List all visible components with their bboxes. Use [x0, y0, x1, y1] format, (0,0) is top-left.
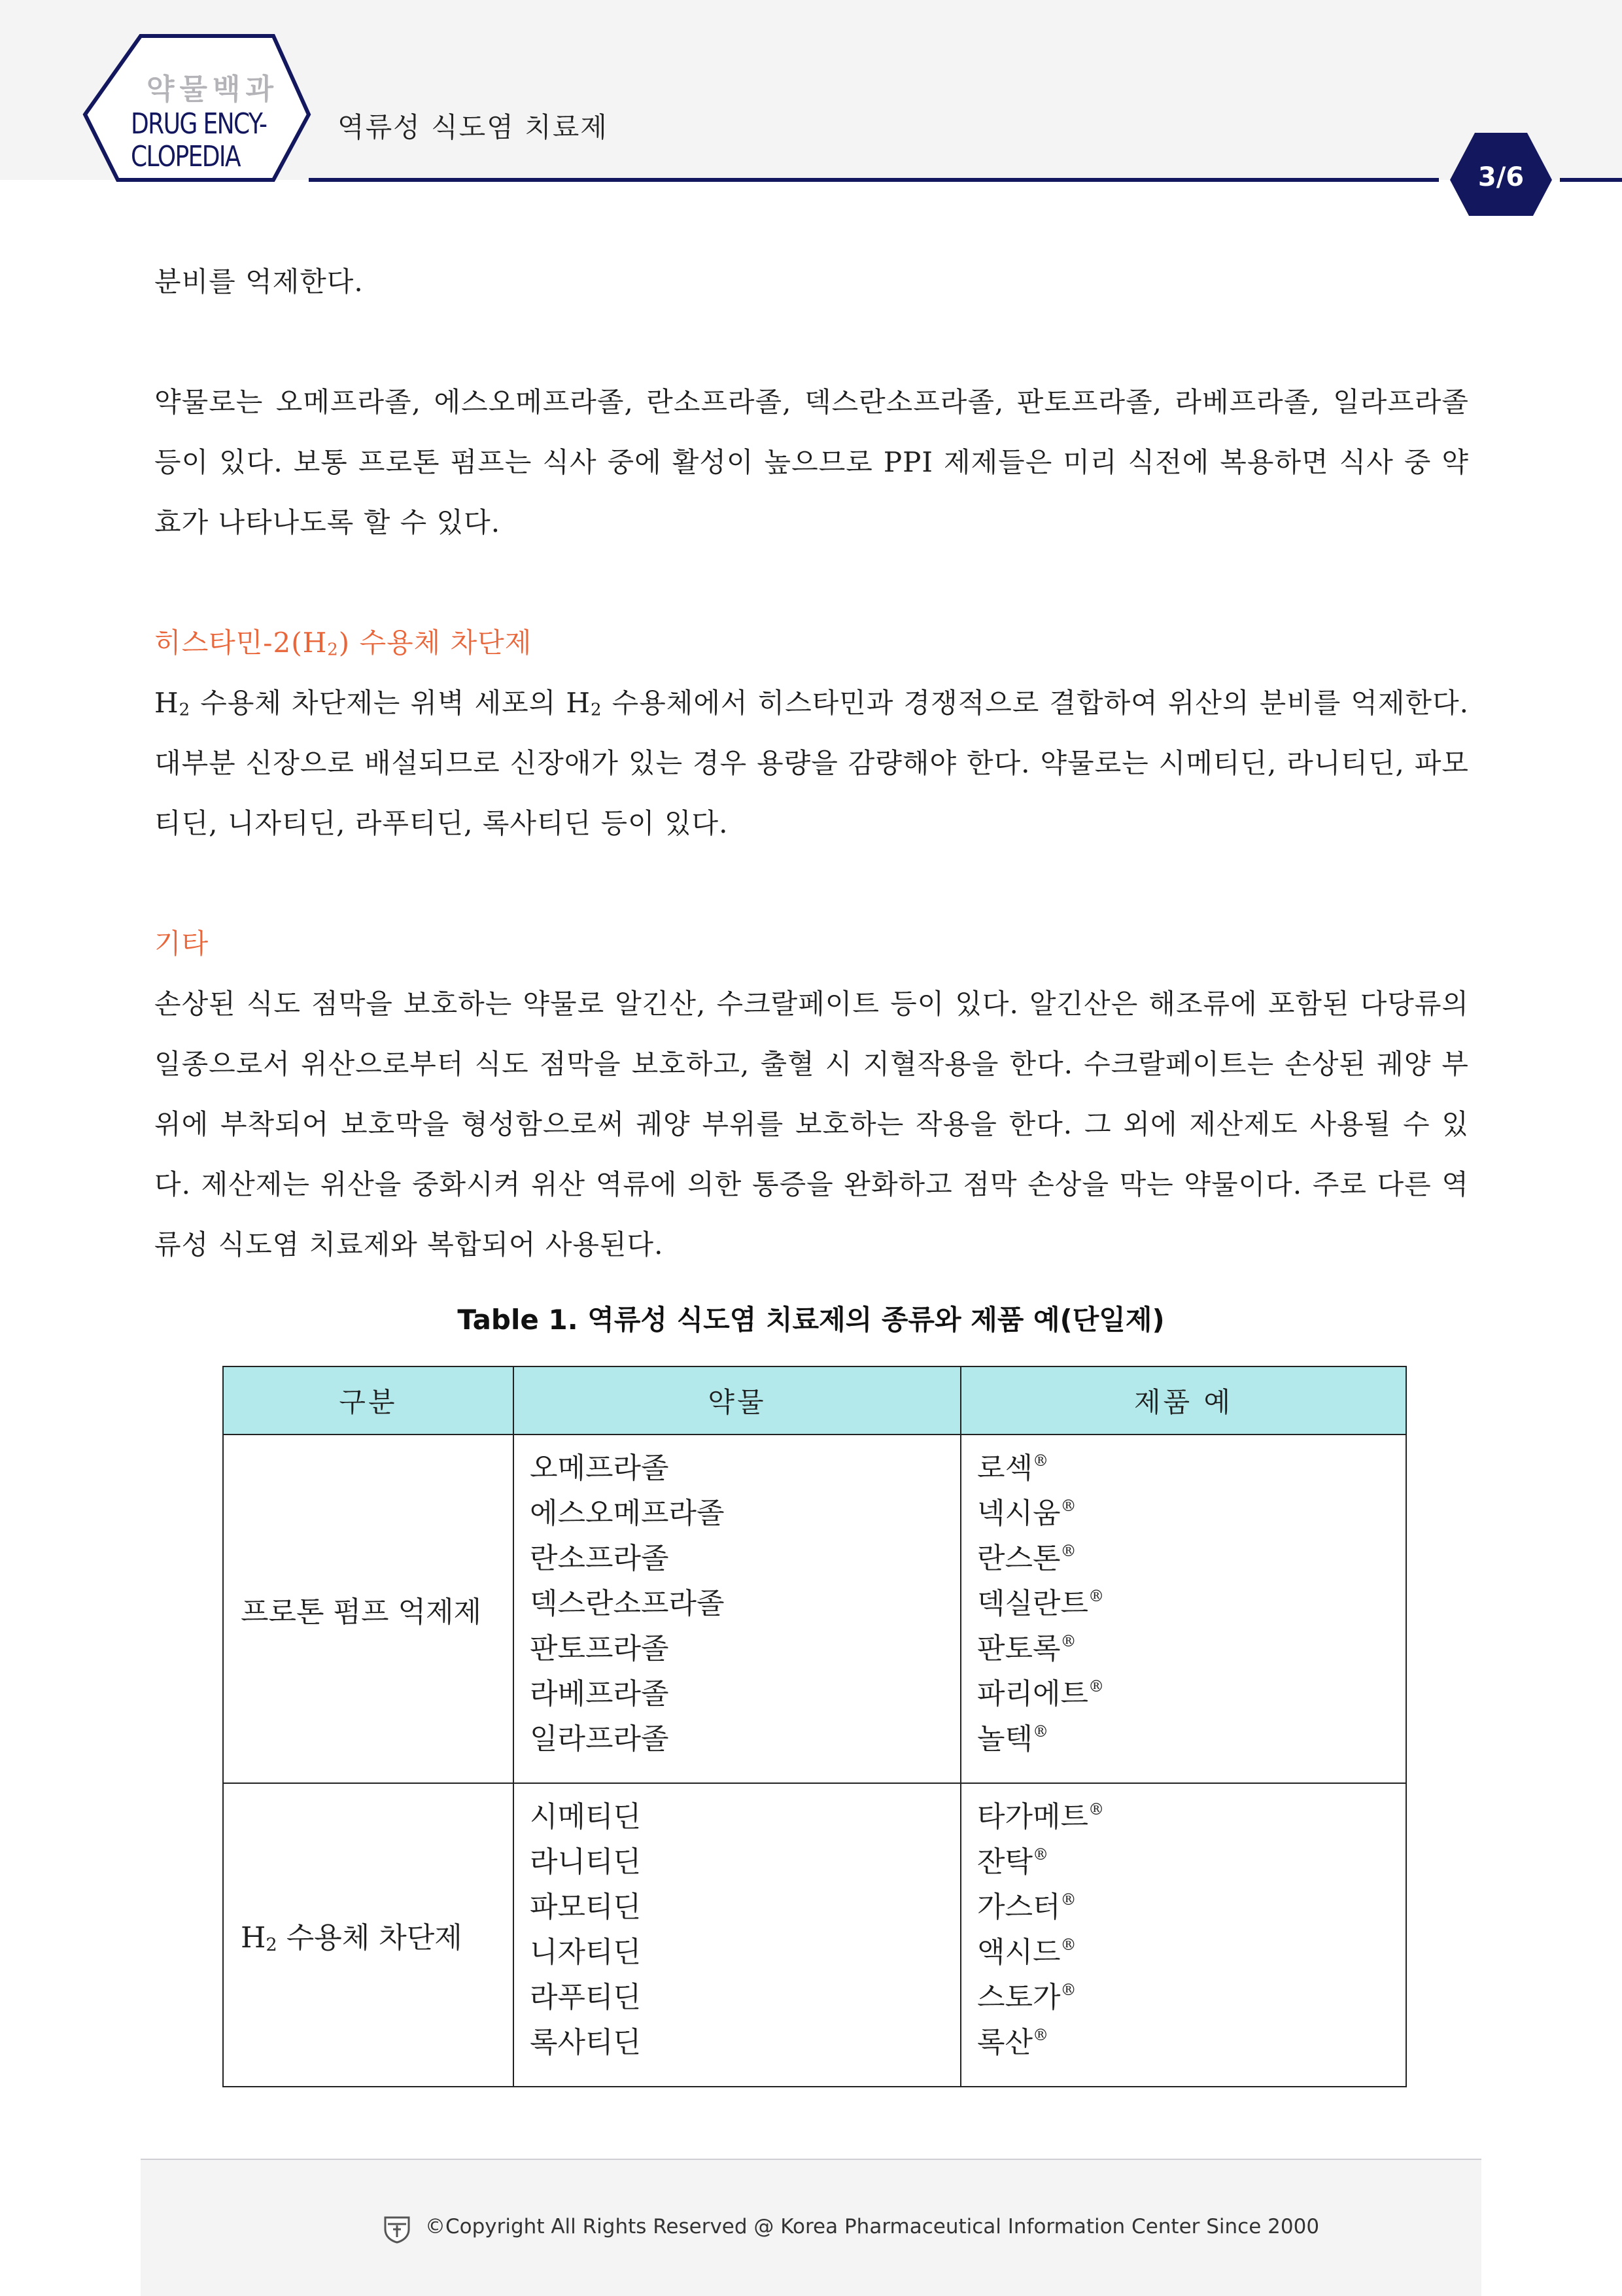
- drug-list-cell: [513, 1783, 961, 2087]
- product-name: 놀텍®: [977, 1722, 1049, 1756]
- drug-name: 시메티딘: [530, 1800, 642, 1834]
- table-header-cell: 제품 예: [961, 1366, 1406, 1435]
- product-name: 넥시움®: [977, 1496, 1077, 1530]
- category-cell: $H_2$ 수용체 차단제: [223, 1783, 513, 2087]
- main-content: [154, 252, 1469, 1275]
- drug-name: 니자티딘: [530, 1936, 642, 1969]
- drug-name: 파모티딘: [530, 1890, 642, 1924]
- product-list-cell: [961, 1783, 1406, 2087]
- drug-name: 일라프라졸: [530, 1722, 669, 1756]
- page-header: [0, 0, 1622, 180]
- section-heading-other: 기타: [154, 928, 209, 960]
- logo-korean: 약물백과: [146, 73, 279, 106]
- table-row: [223, 1435, 1406, 1783]
- product-name: 타가메트®: [977, 1800, 1105, 1834]
- product-name: 액시드®: [977, 1935, 1077, 1969]
- page-footer: [141, 2159, 1481, 2296]
- drug-name: 라푸티딘: [530, 1981, 642, 2014]
- drug-name: 오메프라졸: [530, 1452, 669, 1485]
- drug-table: [222, 1366, 1407, 2087]
- page-number: 3/6: [1477, 162, 1525, 192]
- product-name: 덱실란트®: [977, 1586, 1105, 1620]
- table-caption: Table 1. 역류성 식도염 치료제의 종류와 제품 예(단일제): [457, 1304, 1165, 1336]
- drug-name: 록사티딘: [530, 2026, 642, 2059]
- product-name: 스토가®: [977, 1980, 1077, 2014]
- product-name: 록산®: [977, 2025, 1049, 2059]
- product-name: 판토록®: [977, 1631, 1077, 1665]
- product-name: 로섹®: [977, 1451, 1049, 1485]
- table-header-row: [223, 1366, 1406, 1435]
- drug-name: 에스오메프라졸: [530, 1497, 725, 1530]
- drug-name: 란소프라졸: [530, 1542, 669, 1575]
- logo-english-line2: CLOPEDIA: [131, 140, 240, 173]
- product-name: 잔탁®: [977, 1845, 1049, 1879]
- document-title: 역류성 식도염 치료제: [337, 111, 608, 143]
- paragraph: 약물로는 오메프라졸, 에스오메프라졸, 란소프라졸, 덱스란소프라졸, 판토프라졸, 라베프라졸, 일라프라졸 등이 있다. 보통 프로톤 펌프는 식사 중에 활성이 높으므로 PPI 제제들은 미리 식전에 복용하면 식사 중 약효가 나타나도록 할 수 있다.: [154, 386, 1469, 538]
- category-cell: 프로톤 펌프 억제제: [223, 1435, 513, 1783]
- product-list-cell: [961, 1435, 1406, 1783]
- paragraph: 분비를 억제한다.: [154, 266, 364, 298]
- drug-list-cell: [513, 1435, 961, 1783]
- drug-name: 판토프라졸: [530, 1632, 669, 1665]
- paragraph: $H_2$ 수용체 차단제는 위벽 세포의 $H_2$ 수용체에서 히스타민과 경쟁적으로 결합하여 위산의 분비를 억제한다. 대부분 신장으로 배설되므로 신장애가 있는 경우 용량을 감량해야 한다. 약물로는 시메티딘, 라니티딘, 파모티딘, 니자티딘, 라푸티딘, 록사티딘 등이 있다.: [154, 687, 1469, 839]
- product-name: 란스톤®: [977, 1541, 1077, 1575]
- drug-name: 덱스란소프라졸: [530, 1587, 725, 1620]
- table-row: [223, 1783, 1406, 2087]
- logo-english-line1: DRUG ENCY-: [131, 107, 267, 141]
- paragraph: 손상된 식도 점막을 보호하는 약물로 알긴산, 수크랄페이트 등이 있다. 알긴산은 해조류에 포함된 다당류의 일종으로서 위산으로부터 식도 점막을 보호하고, 출혈 시 지혈작용을 한다. 수크랄페이트는 손상된 궤양 부위에 부착되어 보호막을 형성함으로써 궤양 부위를 보호하는 작용을 한다. 그 외에 제산제도 사용될 수 있다. 제산제는 위산을 중화시켜 위산 역류에 의한 통증을 완화하고 점막 손상을 막는 약물이다. 주로 다른 역류성 식도염 치료제와 복합되어 사용된다.: [154, 988, 1469, 1261]
- product-name: 가스터®: [977, 1890, 1077, 1924]
- section-heading-h2-blocker: 히스타민$-2(H_2)$ 수용체 차단제: [154, 627, 532, 660]
- drug-name: 라베프라졸: [530, 1677, 669, 1711]
- product-name: 파리에트®: [977, 1677, 1105, 1711]
- table-header-cell: 약물: [513, 1366, 961, 1435]
- table-header-cell: 구분: [223, 1366, 513, 1435]
- copyright-text: ©Copyright All Rights Reserved @ Korea Pharmaceutical Information Center Since 2000: [425, 2215, 1320, 2238]
- pharmacy-logo-icon: [383, 2215, 411, 2244]
- drug-name: 라니티딘: [530, 1845, 642, 1879]
- logo-english: [131, 108, 275, 173]
